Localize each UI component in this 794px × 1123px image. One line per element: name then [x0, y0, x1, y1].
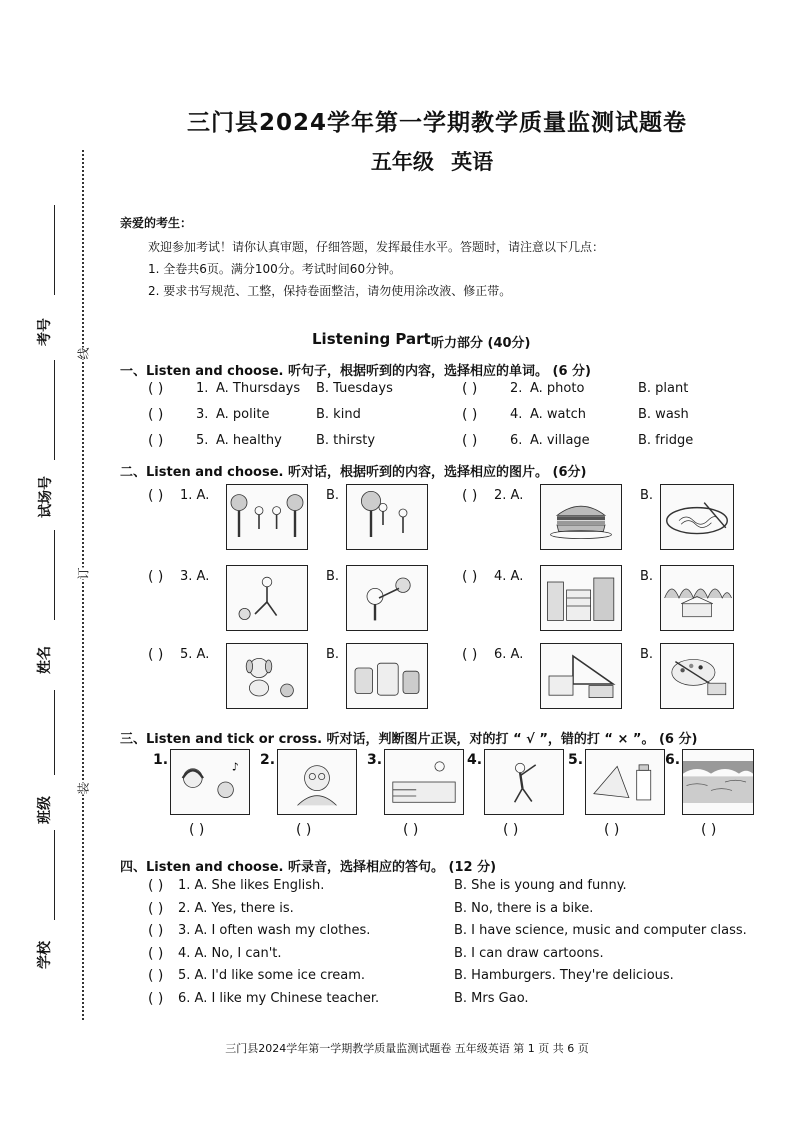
margin-label-class: 班级	[37, 796, 53, 824]
option-a: A. village	[530, 433, 590, 448]
margin-line-exam-number	[54, 205, 55, 295]
svg-text:♪: ♪	[231, 760, 239, 774]
answer-blank[interactable]: ( )	[148, 923, 164, 939]
section4-heading: 四、Listen and choose. 听录音，选择相应的答句。 (12 分)	[120, 860, 497, 875]
answer-blank[interactable]: ( )	[462, 569, 478, 585]
question-number: 4.	[510, 407, 523, 422]
answer-blank[interactable]: ( )	[148, 900, 164, 917]
option-a: 1. A. She likes English.	[178, 878, 325, 893]
kid-tree-icon[interactable]	[346, 484, 428, 550]
page-footer: 三门县2024学年第一学期教学质量监测试题卷 五年级英语 第 1 页 共 6 页	[225, 1042, 589, 1055]
question-number: 6.	[510, 433, 523, 448]
question-number: 6.	[665, 752, 681, 768]
room-clock-icon	[384, 749, 464, 815]
option-b: B. No, there is a bike.	[454, 900, 594, 916]
option-b: B. fridge	[638, 433, 694, 448]
option-a: 6. A. I like my Chinese teacher.	[178, 990, 380, 1006]
option-b: B. Hamburgers. They're delicious.	[454, 968, 674, 983]
answer-blank[interactable]: ( )	[403, 822, 419, 838]
option-a: A. healthy	[216, 433, 282, 448]
option-a: 2. A. Yes, there is.	[178, 900, 294, 916]
answer-blank[interactable]: ( )	[462, 488, 478, 504]
hamburger-icon[interactable]	[540, 484, 622, 550]
margin-label-room-number: 试场号	[38, 476, 54, 518]
intro-line: 欢迎参加考试！请你认真审题，仔细答题，发挥最佳水平。答题时，请注意以下几点：	[148, 240, 605, 254]
answer-blank[interactable]: ( )	[462, 647, 478, 663]
option-b: B. I have science, music and computer class.	[454, 923, 747, 938]
page-title: 三门县2024学年第一学期教学质量监测试题卷	[186, 110, 687, 136]
binding-char-bind: 装	[76, 782, 91, 795]
option-b: B. Mrs Gao.	[454, 990, 529, 1006]
margin-line-name	[54, 530, 55, 620]
listening-music-icon	[170, 749, 250, 815]
answer-blank[interactable]: ( )	[148, 407, 164, 423]
option-b-label: B.	[640, 569, 654, 584]
margin-line-school	[54, 830, 55, 920]
question-number: 5.	[196, 433, 209, 448]
question-number: 6. A.	[494, 647, 524, 662]
question-number: 2.	[260, 752, 276, 768]
option-a: A. polite	[216, 407, 270, 422]
question-number: 2. A.	[494, 488, 524, 503]
intro-greeting: 亲爱的考生：	[120, 216, 193, 230]
margin-label-name: 姓名	[37, 646, 53, 674]
answer-blank[interactable]: ( )	[189, 822, 205, 838]
answer-blank[interactable]: ( )	[148, 878, 164, 894]
lake-icon	[682, 749, 754, 815]
answer-blank[interactable]: ( )	[148, 990, 164, 1007]
intro-line: 2. 要求书写规范、工整，保持卷面整洁，请勿使用涂改液、修正带。	[148, 284, 512, 298]
paint-palette-icon[interactable]	[660, 643, 734, 709]
option-a: 5. A. I'd like some ice cream.	[178, 968, 366, 983]
answer-blank[interactable]: ( )	[148, 945, 164, 962]
question-number: 4.	[467, 752, 483, 768]
option-b: B. Tuesdays	[316, 381, 393, 396]
village-icon[interactable]	[660, 565, 734, 631]
section3-heading: 三、Listen and tick or cross. 听对话，判断图片正误，对的打 “ √ ”，错的打 “ × ”。 (6 分)	[120, 732, 698, 747]
option-a: A. Thursdays	[216, 381, 301, 396]
option-b: B. thirsty	[316, 433, 376, 448]
option-b-label: B.	[326, 647, 340, 662]
answer-blank[interactable]: ( )	[604, 822, 620, 838]
answer-blank[interactable]: ( )	[148, 433, 164, 449]
question-number: 4. A.	[494, 569, 524, 584]
dancing-man-icon	[484, 749, 564, 815]
option-b-label: B.	[326, 569, 340, 584]
option-b: B. I can draw cartoons.	[454, 945, 604, 961]
option-b: B. plant	[638, 381, 689, 396]
question-number: 5.	[568, 752, 584, 768]
option-b: B. wash	[638, 407, 689, 422]
listening-part-subtitle: 听力部分 (40分)	[431, 336, 531, 351]
answer-blank[interactable]: ( )	[148, 488, 164, 504]
city-buildings-icon[interactable]	[540, 565, 622, 631]
section1-heading: 一、Listen and choose. 听句子，根据听到的内容，选择相应的单词。 (6 分)	[120, 364, 591, 379]
answer-blank[interactable]: ( )	[701, 822, 717, 838]
question-number: 5. A.	[180, 647, 210, 662]
intro-line: 1. 全卷共6页。满分100分。考试时间60分钟。	[148, 262, 402, 276]
binding-char-line: 线	[76, 347, 91, 360]
binding-char-staple: 订	[76, 567, 91, 580]
margin-line-room-number	[54, 360, 55, 460]
option-a: 4. A. No, I can't.	[178, 945, 282, 961]
school-bags-icon[interactable]	[346, 643, 428, 709]
option-a: 3. A. I often wash my clothes.	[178, 923, 371, 938]
margin-line-class	[54, 690, 55, 775]
option-b-label: B.	[640, 647, 654, 662]
question-number: 1.	[196, 381, 209, 396]
answer-blank[interactable]: ( )	[296, 822, 312, 838]
kids-trees-icon[interactable]	[226, 484, 308, 550]
option-b: B. kind	[316, 407, 361, 422]
grandpa-icon	[277, 749, 357, 815]
answer-blank[interactable]: ( )	[148, 647, 164, 663]
noodles-icon[interactable]	[660, 484, 734, 550]
sandwich-milk-icon	[585, 749, 665, 815]
option-a: A. photo	[530, 381, 585, 396]
answer-blank[interactable]: ( )	[503, 822, 519, 838]
margin-label-exam-number: 考号	[37, 318, 53, 346]
answer-blank[interactable]: ( )	[462, 407, 478, 423]
ruler-books-icon[interactable]	[540, 643, 622, 709]
answer-blank[interactable]: ( )	[148, 381, 164, 397]
answer-blank[interactable]: ( )	[462, 433, 478, 449]
listening-part-title: Listening Part	[312, 330, 431, 348]
basketball-boy-icon[interactable]	[346, 565, 428, 631]
page-subtitle: 五年级 英语	[370, 150, 494, 174]
question-number: 1.	[153, 752, 169, 768]
option-b: B. She is young and funny.	[454, 878, 627, 893]
question-number: 3. A.	[180, 569, 210, 584]
football-boy-icon[interactable]	[226, 565, 308, 631]
option-a: A. watch	[530, 407, 587, 422]
option-b-label: B.	[640, 488, 654, 503]
answer-blank[interactable]: ( )	[148, 569, 164, 585]
section2-heading: 二、Listen and choose. 听对话，根据听到的内容，选择相应的图片。 (6分)	[120, 465, 587, 480]
question-number: 1. A.	[180, 488, 210, 503]
margin-label-school: 学校	[37, 941, 53, 969]
answer-blank[interactable]: ( )	[462, 381, 478, 397]
question-number: 2.	[510, 381, 523, 396]
question-number: 3.	[367, 752, 383, 768]
option-b-label: B.	[326, 488, 340, 503]
answer-blank[interactable]: ( )	[148, 968, 164, 984]
binding-dotted-line	[82, 150, 84, 1020]
dog-ball-icon[interactable]	[226, 643, 308, 709]
question-number: 3.	[196, 407, 209, 422]
